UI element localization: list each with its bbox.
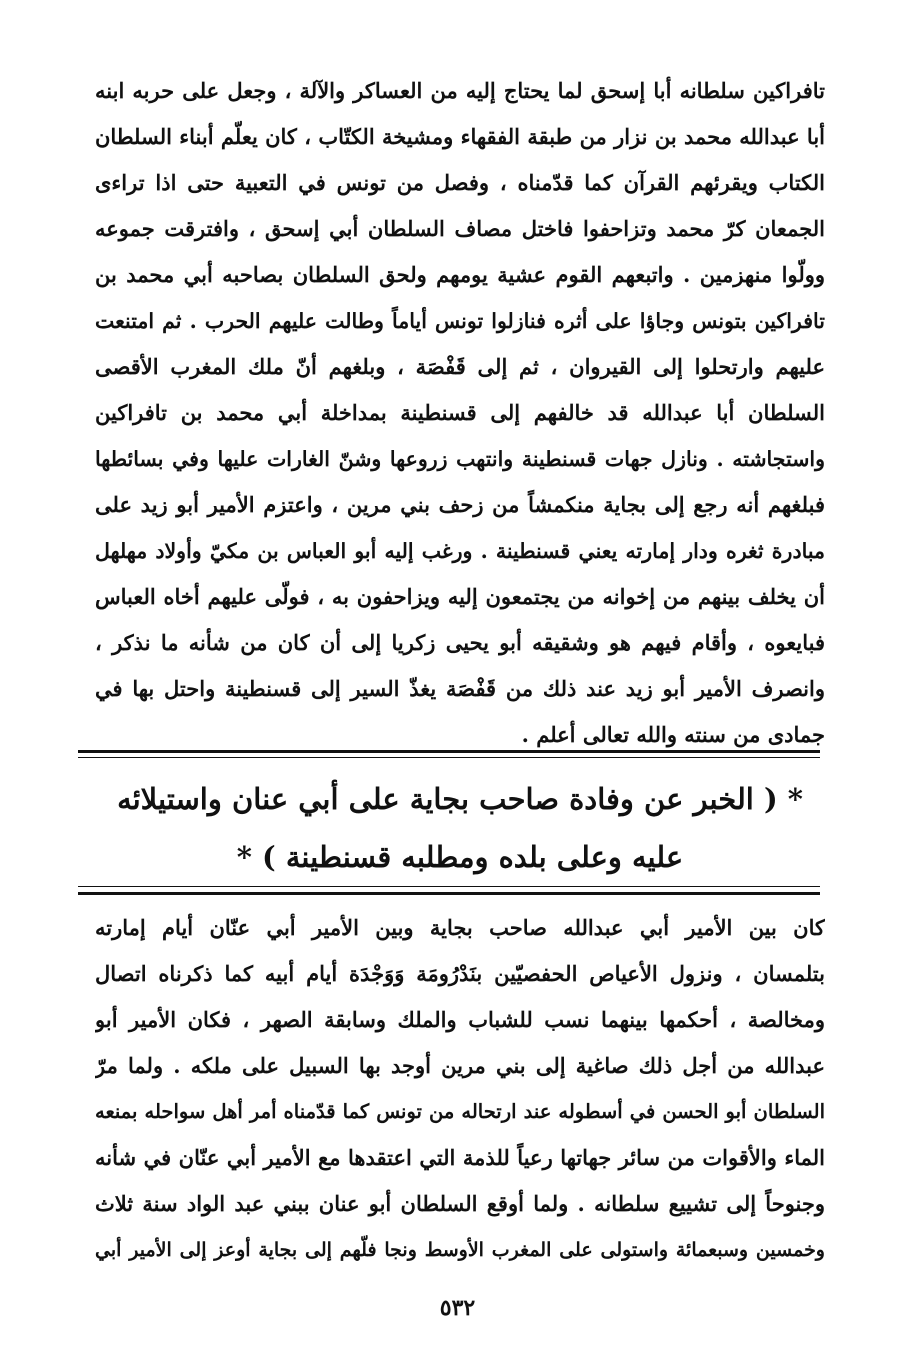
section-rule-bottom-inner [78,886,820,887]
text-line: أن يخلف بينهم من إخوانه من يجتمعون إليه ويزاحفون به ، فولّى عليهم أخاه العباس [95,584,825,609]
paragraph-1 [95,68,825,758]
text-line: الجمعان كرّ محمد وتزاحفوا فاختل مصاف السلطان أبي إسحق ، وافترقت جموعه [95,216,825,241]
text-line: كان بين الأمير أبي عبدالله صاحب بجاية وبين الأمير أبي عنّان أيام إمارته [95,915,825,940]
section-rule-top-inner [78,757,820,758]
text-line: عبدالله من أجل ذلك صاغية إلى بني مرين أوجد بها السبيل على ملكه . ولما مرّ [95,1053,825,1078]
text-line: تافراكين سلطانه أبا إسحق لما يحتاج إليه من العساكر والآلة ، وجعل على حربه ابنه [95,78,825,103]
text-line: السلطان أبا عبدالله قد خالفهم إلى قسنطينة بمداخلة أبي محمد بن تافراكين [95,400,825,425]
page-number: ٥٣٢ [439,1295,476,1321]
text-line: وخمسين وسبعمائة واستولى على المغرب الأوسط ونجا فلّهم إلى بجاية أوعز إلى الأمير أبي [95,1239,825,1261]
section-rule-bottom [78,892,820,895]
text-line: السلطان أبو الحسن في أسطوله عند ارتحاله من تونس كما قدّمناه أمر أهل سواحله بمنعه [95,1100,825,1123]
text-line: جمادى من سنته والله تعالى أعلم . [521,722,825,747]
paragraph-2 [95,905,825,1273]
text-line: تافراكين بتونس وجاؤا على أثره فنازلوا تونس أياماً وطالت عليهم الحرب . ثم امتنعت [95,309,825,333]
section-heading [95,770,825,886]
text-line: وولّوا منهزمين . واتبعهم القوم عشية يومهم ولحق السلطان بصاحبه أبي محمد بن [95,262,825,287]
text-line: مبادرة ثغره ودار إمارته يعني قسنطينة . ورغب إليه أبو العباس بن مكيّ وأولاد مهلهل [95,539,825,563]
text-line: الكتاب ويقرئهم القرآن كما قدّمناه ، وفصل من تونس في التعبية حتى اذا تراءى [95,170,825,195]
text-line: فبايعوه ، وأقام فيهم هو وشقيقه أبو يحيى زكريا إلى أن كان من شأنه ما نذكر ، [95,630,825,655]
text-line: فبلغهم أنه رجع إلى بجاية منكمشاً من زحف بني مرين ، واعتزم الأمير أبو زيد على [95,492,825,517]
text-line: وانصرف الأمير أبو زيد عند ذلك من قَفْصَة يغذّ السير إلى قسنطينة واحتل بها في [95,676,825,701]
text-line: ومخالصة ، أحكمها بينهما نسب للشباب والملك وسابقة الصهر ، فكان الأمير أبو [95,1007,825,1032]
text-line: وجنوحاً إلى تشييع سلطانه . ولما أوقع السلطان أبو عنان ببني عبد الواد سنة ثلاث [95,1191,825,1216]
text-line: عليهم وارتحلوا إلى القيروان ، ثم إلى قَفْصَة ، وبلغهم أنّ ملك المغرب الأقصى [95,354,825,379]
text-line: واستجاشته . ونازل جهات قسنطينة وانتهب زروعها وشنّ الغارات عليها وفي بسائطها [95,447,825,471]
heading-line: عليه وعلى بلده ومطلبه قسنطينة ) * [236,840,684,874]
section-rule-top [78,750,820,753]
text-line: بتلمسان ، ونزول الأعياص الحفصيّين بنَدْرُومَة وَوَجْدَة أيام أبيه كما ذكرناه اتصال [95,961,825,986]
text-line: أبا عبدالله محمد بن نزار من طبقة الفقهاء ومشيخة الكتّاب ، كان يعلّم أبناء السلطان [95,124,825,149]
heading-line: * ( الخبر عن وفادة صاحب بجاية على أبي عنان واستيلائه [117,782,803,816]
text-line: الماء والأقوات من سائر جهاتها رعياً للذمة التي اعتقدها مع الأمير أبي عنّان في شأنه [95,1145,825,1170]
